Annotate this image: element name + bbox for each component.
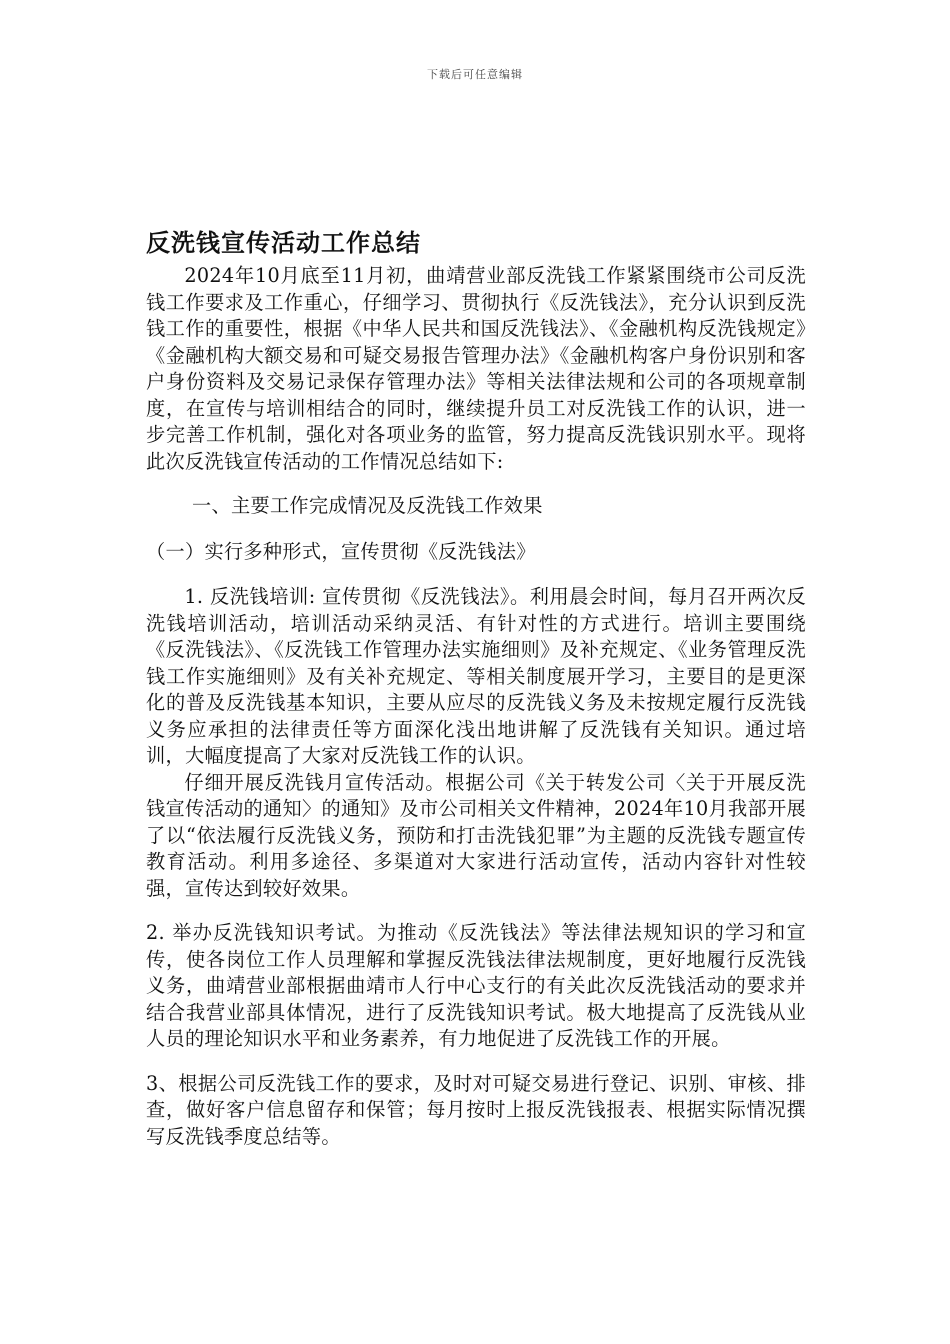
item-1-paragraph: 1. 反洗钱培训: 宣传贯彻《反洗钱法》。利用晨会时间，每月召开两次反洗钱培训活动，培训活动采纳灵活、有针对性的方式进行。培训主要围绕《反洗钱法》、《反洗钱工作管理办法实施细则》及补充规定、《业务管理反洗钱工作实施细则》及有关补充规定、等相关制度展开学习，主要目的是更深化的普及反洗钱基本知识，主要从应尽的反洗钱义务及未按规定履行反洗钱义务应承担的法律责任等方面深化浅出地讲解了反洗钱有关知识。通过培训，大幅度提高了大家对反洗钱工作的认识。: [146, 585, 806, 767]
document-body: [146, 226, 806, 1150]
page-header-note: 下载后可任意编辑: [427, 68, 523, 81]
intro-paragraph: 2024年10月底至11月初，曲靖营业部反洗钱工作紧紧围绕市公司反洗钱工作要求及工作重心，仔细学习、贯彻执行《反洗钱法》，充分认识到反洗钱工作的重要性，根据《中华人民共和国反洗钱法》、《金融机构反洗钱规定》《金融机构大额交易和可疑交易报告管理办法》《金融机构客户身份识别和客户身份资料及交易记录保存管理办法》等相关法律法规和公司的各项规章制度，在宣传与培训相结合的同时，继续提升员工对反洗钱工作的认识，进一步完善工作机制，强化对各项业务的监管，努力提高反洗钱识别水平。现将此次反洗钱宣传活动的工作情况总结如下:: [146, 264, 806, 473]
document-title: 反洗钱宣传活动工作总结: [146, 229, 421, 257]
item-2-paragraph: 2. 举办反洗钱知识考试。为推动《反洗钱法》等法律法规知识的学习和宣传，使各岗位工作人员理解和掌握反洗钱法律法规制度，更好地履行反洗钱义务，曲靖营业部根据曲靖市人行中心支行的有关此次反洗钱活动的要求并结合我营业部具体情况，进行了反洗钱知识考试。极大地提高了反洗钱从业人员的理论知识水平和业务素养，有力地促进了反洗钱工作的开展。: [146, 921, 806, 1050]
item-1-continuation-paragraph: 仔细开展反洗钱月宣传活动。根据公司《关于转发公司〈关于开展反洗钱宣传活动的通知〉的通知》及市公司相关文件精神，2024年10月我部开展了以“依法履行反洗钱义务，预防和打击洗钱犯罪”为主题的反洗钱专题宣传教育活动。利用多途径、多渠道对大家进行活动宣传，活动内容针对性较强，宣传达到较好效果。: [146, 770, 806, 900]
item-3-paragraph: 3、根据公司反洗钱工作的要求，及时对可疑交易进行登记、识别、审核、排查，做好客户信息留存和保管；每月按时上报反洗钱报表、根据实际情况撰写反洗钱季度总结等。: [146, 1071, 806, 1148]
section-heading: 一、主要工作完成情况及反洗钱工作效果: [192, 494, 543, 517]
subsection-heading: （一）实行多种形式，宣传贯彻《反洗钱法》: [146, 539, 536, 563]
